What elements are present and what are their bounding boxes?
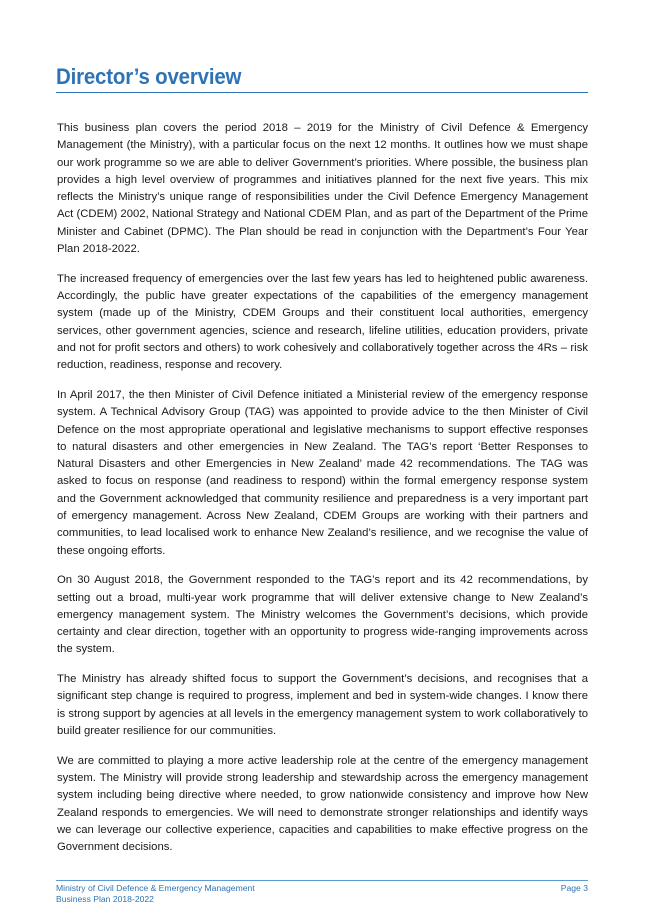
body-text (57, 120, 588, 869)
footer-doc-title: Business Plan 2018-2022 (56, 893, 154, 904)
footer-org-name: Ministry of Civil Defence & Emergency Management (56, 883, 255, 893)
title-underline (56, 92, 588, 93)
paragraph-5: The Ministry has already shifted focus to support the Government’s decisions, and recognises that a significant step change is required to progress, implement and bed in system-wide changes. I know there is strong support by agencies at all levels in the emergency management system to work collaboratively to build greater resilience for our communities. (57, 673, 588, 738)
paragraph-6: We are committed to playing a more active leadership role at the centre of the emergency management system. The Ministry will provide strong leadership and stewardship across the emergency management system including being directive where needed, to grow nationwide consistency and improve how New Zealand responds to emergencies. We will need to demonstrate stronger relationships and identify ways we can leverage our collective experience, capacities and capabilities to make effective progress on the Government decisions. (57, 754, 588, 854)
footer-divider (56, 880, 588, 881)
paragraph-4: On 30 August 2018, the Government responded to the TAG’s report and its 42 recommendations, by setting out a broad, multi-year work programme that will deliver extensive change to New Zealand’s emergency management system. The Ministry welcomes the Government’s decisions, which provide certainty and clear direction, together with an opportunity to progress wide-ranging improvements across the system. (57, 574, 588, 656)
page-title: Director’s overview (56, 64, 242, 89)
paragraph-1: This business plan covers the period 2018 – 2019 for the Ministry of Civil Defence & Emergency Management (the Ministry), with a particular focus on the next 12 months. It outlines how we must shape our work programme so we are able to deliver Government’s priorities. Where possible, the business plan provides a high level overview of programmes and initiatives planned for the next five years. This mix reflects the Ministry’s unique range of responsibilities under the Civil Defence Emergency Management Act (CDEM) 2002, National Strategy and National CDEM Plan, and as part of the Department of the Prime Minister and Cabinet (DPMC). The Plan should be read in conjunction with the Department’s Four Year Plan 2018-2022. (57, 122, 588, 256)
footer-document-info (56, 883, 255, 904)
paragraph-2: The increased frequency of emergencies over the last few years has led to heightened public awareness. Accordingly, the public have greater expectations of the capabilities of the emergency management system (made up of the Ministry, CDEM Groups and their constituent local authorities, emergency services, other government agencies, science and research, lifeline utilities, education providers, private and not for profit sectors and others) to work cohesively and collaboratively together across the 4Rs – risk reduction, readiness, response and recovery. (57, 272, 588, 372)
page-number: Page 3 (560, 883, 588, 893)
paragraph-3: In April 2017, the then Minister of Civil Defence initiated a Ministerial review of the emergency response system. A Technical Advisory Group (TAG) was appointed to provide advice to the then Minister of Civil Defence on the most appropriate operational and legislative mechanisms to support effective responses to natural disasters and other emergencies in New Zealand. The TAG’s report ‘Better Responses to Natural Disasters and other Emergencies in New Zealand’ made 42 recommendations. The TAG was asked to focus on response (and readiness to respond) within the formal emergency response system and the Government acknowledged that community resilience and preparedness is a very important part of emergency management. Across New Zealand, CDEM Groups are working with their partners and communities, to lead localised work to enhance New Zealand’s resilience, and we recognise the value of these ongoing efforts. (57, 388, 588, 557)
